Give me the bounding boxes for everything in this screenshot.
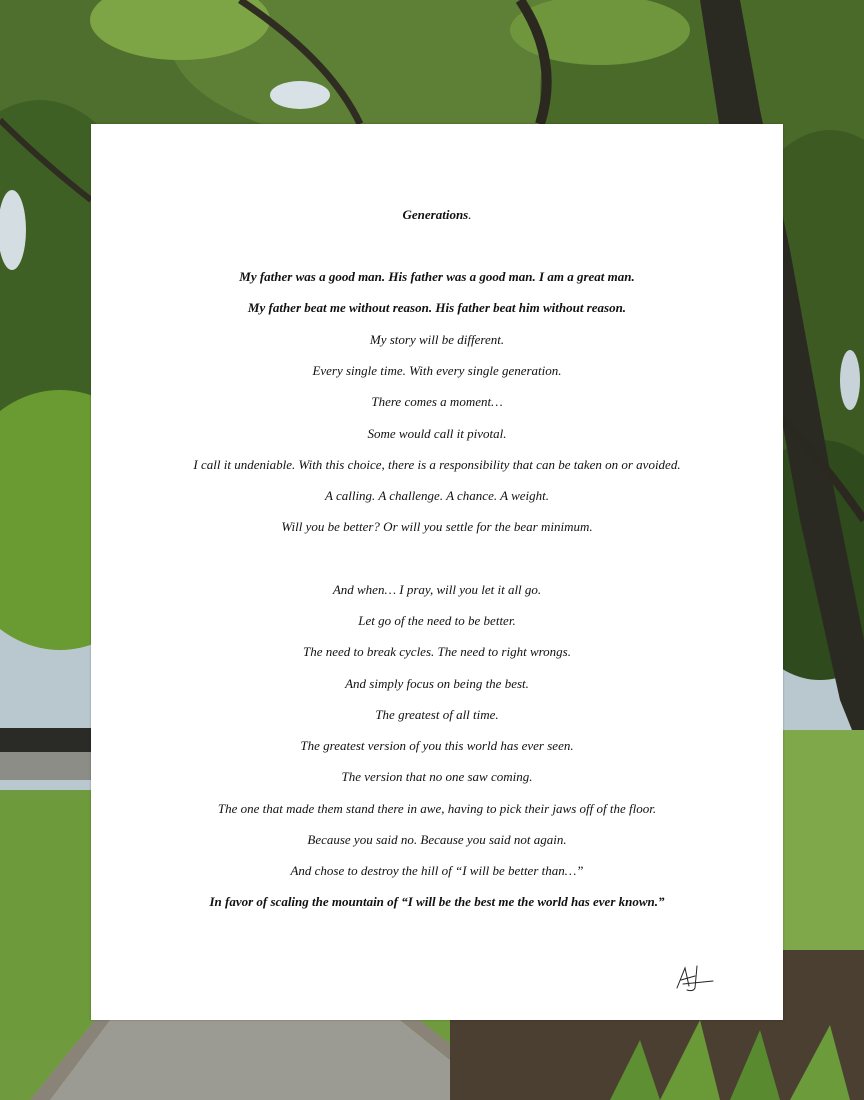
poem-line-19: And chose to destroy the hill of “I will be better than…” [290, 863, 584, 878]
poem-line-4: Every single time. With every single generation. [312, 363, 562, 378]
poem-line-8: A calling. A challenge. A chance. A weight. [325, 488, 549, 503]
poem-line-16: The version that no one saw coming. [341, 769, 533, 784]
poem-page [91, 124, 783, 1020]
poem-line-9: Will you be better? Or will you settle for the bear minimum. [281, 519, 593, 534]
poem-title [91, 207, 783, 223]
poem-line-18: Because you said no. Because you said not again. [307, 832, 567, 847]
poem-title-text: Generations [402, 207, 469, 222]
poem-line-11: Let go of the need to be better. [358, 613, 516, 628]
poem-line-20: In favor of scaling the mountain of “I will be the best me the world has ever known.” [209, 894, 665, 909]
poem-line-15: The greatest version of you this world has ever seen. [300, 738, 574, 753]
poem-line-10: And when… I pray, will you let it all go. [332, 582, 542, 597]
poem-line-7: I call it undeniable. With this choice, there is a responsibility that can be taken on or avoided. [193, 457, 681, 472]
poem-line-12: The need to break cycles. The need to right wrongs. [302, 644, 571, 659]
poem-line-13: And simply focus on being the best. [345, 676, 529, 691]
signature-mark [673, 962, 719, 994]
poem-line-1: My father was a good man. His father was a good man. I am a great man. [239, 269, 635, 284]
poem-line-3: My story will be different. [369, 332, 505, 347]
poem-line-6: Some would call it pivotal. [367, 426, 507, 441]
poem-line-5: There comes a moment… [371, 394, 503, 409]
poem-line-2: My father beat me without reason. His father beat him without reason. [247, 300, 627, 315]
poem-line-17: The one that made them stand there in awe, having to pick their jaws off of the floor. [217, 801, 657, 816]
poem-title-punctuation: . [468, 207, 472, 222]
poem-line-14: The greatest of all time. [375, 707, 499, 722]
